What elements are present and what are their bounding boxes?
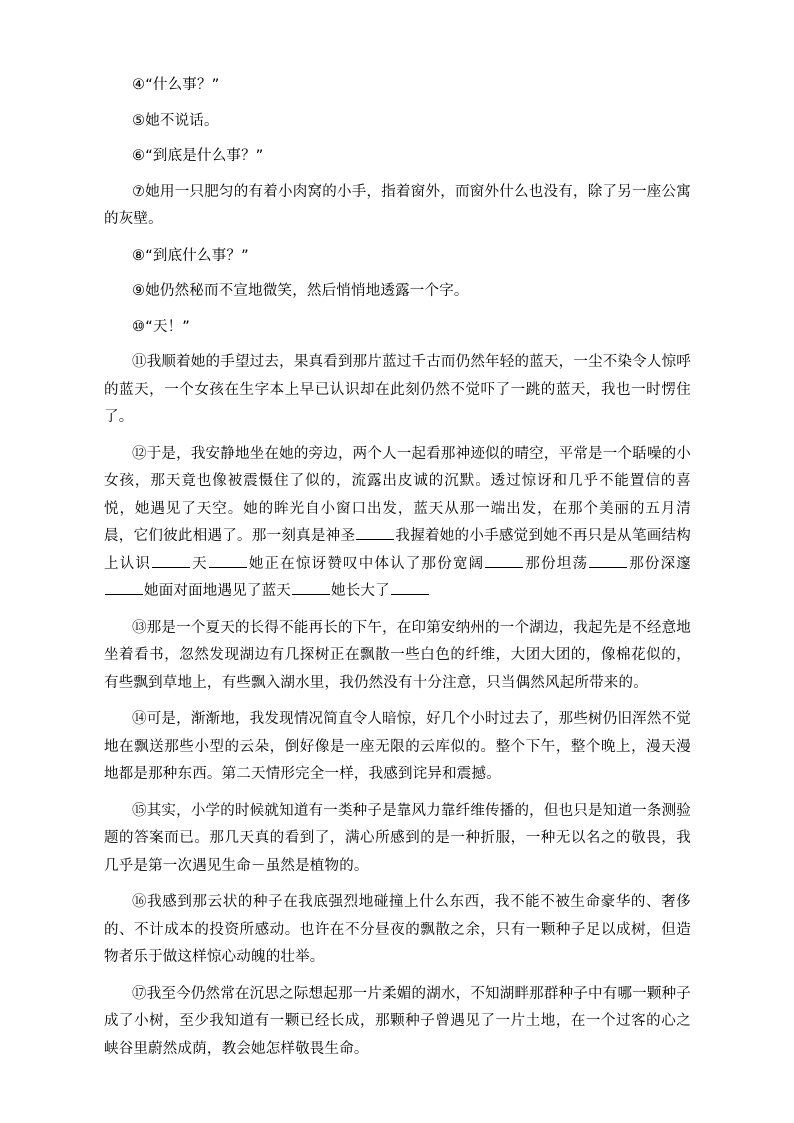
paragraph-p8 (104, 243, 691, 271)
paragraph-text: ⑭可是，渐渐地，我发现情况简直令人暗惊，好几个小时过去了，那些树仍旧浑然不觉地在飘送那些小型的云朵，倒好像是一座无限的云库似的。整个下午，整个晚上，漫天漫地都是那种东西。第二天情形完全一样，我感到诧异和震撼。 (104, 711, 691, 782)
fill-in-blank (105, 593, 143, 595)
fill-in-blank (391, 593, 429, 595)
paragraph-p5 (104, 108, 691, 136)
paragraph-p11 (104, 349, 691, 432)
paragraph-text: ⑦她用一只肥匀的有着小肉窝的小手，指着窗外，而窗外什么也没有，除了另一座公寓的灰壁。 (104, 183, 691, 227)
paragraph-text: 她正在惊讶赞叹中体认了那份宽阔 (247, 555, 485, 572)
paragraph-text: 那份坦荡 (524, 555, 589, 572)
paragraph-text: 她长大了 (331, 583, 390, 599)
paragraph-text: ④“什么事？” (132, 77, 220, 93)
essay-body (104, 72, 691, 1072)
paragraph-p17 (104, 981, 691, 1064)
paragraph-p14 (104, 706, 691, 789)
paragraph-text: ⑮其实，小学的时候就知道有一类种子是靠风力靠纤维传播的，但也只是知道一条测验题的答案而已。那几天真的看到了，满心所感到的是一种折服，一种无以名之的敬畏，我几乎是第一次遇见生命－虽然是植物的。 (104, 802, 691, 874)
paragraph-text: ⑩“天！” (132, 318, 191, 335)
paragraph-text: 天 (191, 555, 208, 572)
paragraph-text: ⑬那是一个夏天的长得不能再长的下午，在印第安纳州的一个湖边，我起先是不经意地坐着看书，忽然发现湖边有几探树正在飘散一些白色的纤维，大团大团的，像棉花似的，有些飘到草地上，有些飘入湖水里，我仍然没有十分注意，只当偶然风起所带来的。 (104, 619, 691, 691)
paragraph-p4 (104, 72, 691, 100)
paragraph-text: ⑫于是，我安静地坐在她的旁边，两个人一起看那神迹似的晴空，平常是一个聒噪的小女孩，那天竟也像被震慑住了似的，流露出皮诚的沉默。透过惊讶和几乎不能置信的喜悦，她遇见了天空。她的眸光自小窗口出发，蓝天从那一端出发，在那个美丽的五月清晨，它们彼此相遇了。那一刻真是神圣 (104, 445, 691, 544)
paragraph-text: 我握着她的小手感觉到她不再只是从笔画结构上认识 (104, 528, 691, 572)
paragraph-text: ⑰我至今仍然常在沉思之际想起那一片柔媚的湖水，不知湖畔那群种子中有哪一颗种子成了小树，至少我知道有一颗已经长成，那颗种子曾遇见了一片土地，在一个过客的心之峡谷里蔚然成荫，教会她怎样敬畏生命。 (104, 985, 691, 1057)
paragraph-text: ⑨她仍然秘而不宣地微笑，然后悄悄地透露一个字。 (132, 283, 469, 299)
paragraph-text: ⑧“到底什么事？” (132, 247, 249, 264)
paragraph-text: ⑤她不说话。 (132, 112, 219, 129)
paragraph-p6 (104, 143, 691, 171)
paragraph-p12 (104, 441, 691, 606)
fill-in-blank (292, 593, 330, 595)
paragraph-text: ⑪我顺着她的手望过去，果真看到那片蓝过千古而仍然年轻的蓝天，一尘不染令人惊呼的蓝天，一个女孩在生字本上早已认识却在此刻仍然不觉吓了一跳的蓝天，我也一时愣住了。 (104, 354, 691, 425)
paragraph-p15 (104, 798, 691, 881)
fill-in-blank (209, 566, 247, 568)
paragraph-text: ⑯我感到那云状的种子在我底强烈地碰撞上什么东西，我不能不被生命豪华的、奢侈的、不计成本的投资所感动。也许在不分昼夜的飘散之余，只有一颗种子足以成树，但造物者乐于做这样惊心动魄的壮举。 (104, 894, 691, 965)
fill-in-blank (485, 566, 523, 568)
paragraph-p16 (104, 889, 691, 972)
fill-in-blank (152, 566, 190, 568)
fill-in-blank (356, 538, 394, 540)
paragraph-text: 她面对面地遇见了蓝天 (144, 583, 291, 599)
paragraph-text: 那份深邃 (628, 555, 691, 572)
paragraph-p9 (104, 278, 691, 306)
paragraph-p10 (104, 314, 691, 342)
paragraph-text: ⑥“到底是什么事？” (132, 148, 264, 164)
fill-in-blank (589, 566, 627, 568)
paragraph-p7 (104, 179, 691, 234)
paragraph-p13 (104, 615, 691, 698)
